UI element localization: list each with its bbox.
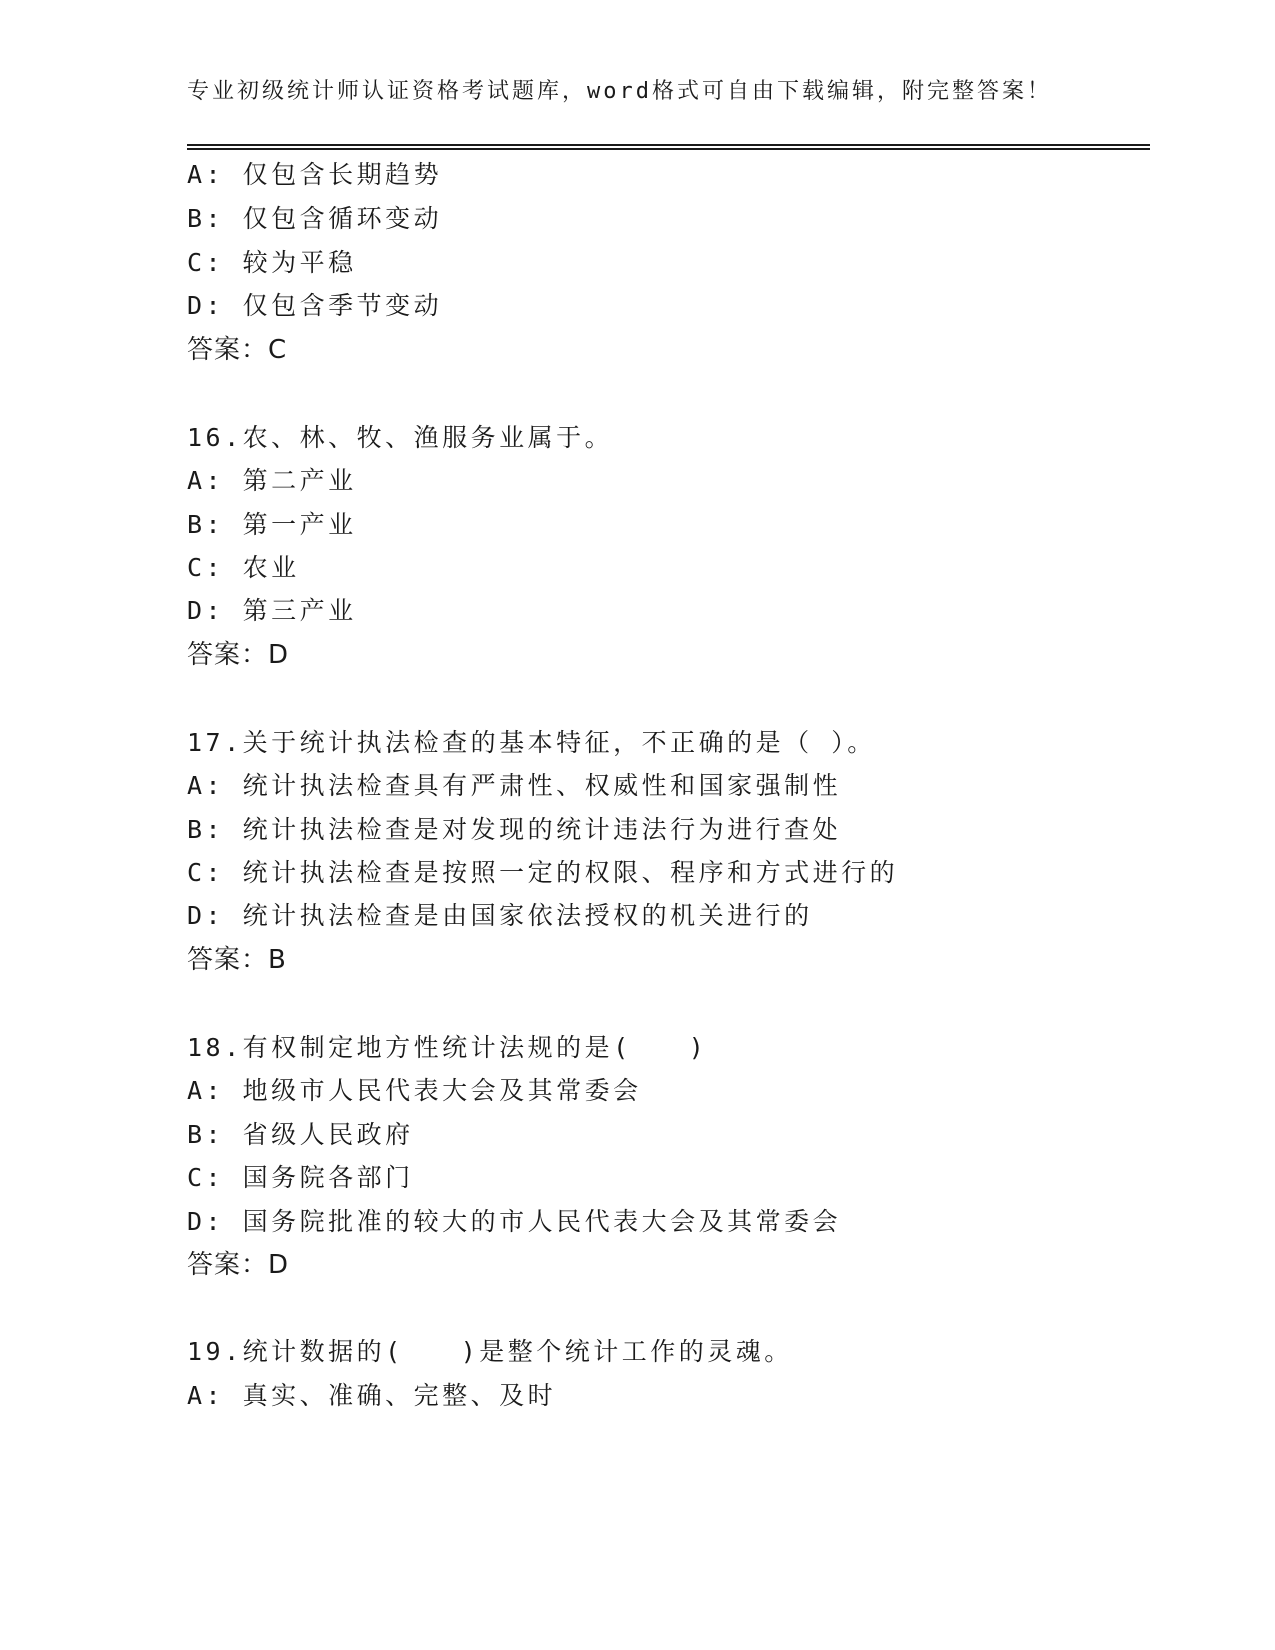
option-d: D: 第三产业 xyxy=(187,596,357,625)
answer-line: 答案：D xyxy=(187,640,290,670)
answer-line: 答案：B xyxy=(187,945,287,975)
option-b: B: 省级人民政府 xyxy=(187,1120,414,1149)
option-c: C: 较为平稳 xyxy=(187,248,357,277)
option-a: A: 真实、准确、完整、及时 xyxy=(187,1381,557,1410)
option-d: D: 仅包含季节变动 xyxy=(187,291,443,320)
option-b: B: 统计执法检查是对发现的统计违法行为进行查处 xyxy=(187,815,842,844)
answer-line: 答案：C xyxy=(187,335,288,365)
option-d: D: 国务院批准的较大的市人民代表大会及其常委会 xyxy=(187,1207,842,1236)
option-c: C: 统计执法检查是按照一定的权限、程序和方式进行的 xyxy=(187,858,899,887)
option-b: B: 仅包含循环变动 xyxy=(187,204,443,233)
question-stem: 16.农、林、牧、渔服务业属于。 xyxy=(187,423,614,452)
answer-line: 答案：D xyxy=(187,1250,290,1280)
question-stem: 19.统计数据的( )是整个统计工作的灵魂。 xyxy=(187,1337,793,1366)
header-rule-thick xyxy=(187,144,1150,146)
option-c: C: 国务院各部门 xyxy=(187,1163,414,1192)
option-c: C: 农业 xyxy=(187,553,300,582)
option-a: A: 第二产业 xyxy=(187,466,357,495)
header-rule-thin xyxy=(187,148,1150,150)
question-stem: 18.有权制定地方性统计法规的是( ) xyxy=(187,1033,708,1062)
option-b: B: 第一产业 xyxy=(187,510,357,539)
option-a: A: 统计执法检查具有严肃性、权威性和国家强制性 xyxy=(187,771,842,800)
question-stem: 17.关于统计执法检查的基本特征，不正确的是（ ）。 xyxy=(187,728,876,757)
option-d: D: 统计执法检查是由国家依法授权的机关进行的 xyxy=(187,901,813,930)
option-a: A: 仅包含长期趋势 xyxy=(187,160,443,189)
option-a: A: 地级市人民代表大会及其常委会 xyxy=(187,1076,642,1105)
page-header: 专业初级统计师认证资格考试题库，word格式可自由下载编辑，附完整答案！ xyxy=(187,79,1052,104)
